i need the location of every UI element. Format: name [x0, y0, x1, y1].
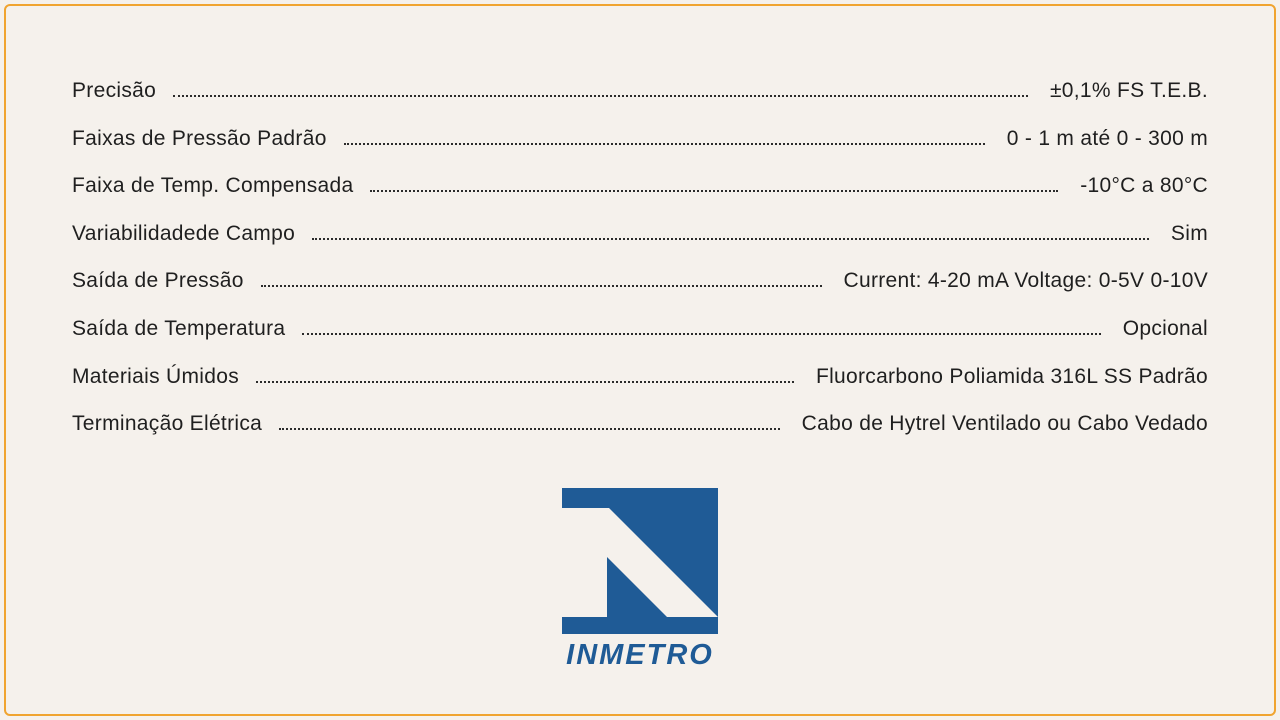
- dotted-leader: [173, 95, 1028, 97]
- spec-label: Precisão: [72, 79, 157, 102]
- spec-label: Terminação Elétrica: [72, 412, 263, 436]
- inmetro-n-mark-icon: [562, 488, 718, 634]
- inmetro-logo-text: INMETRO: [566, 638, 714, 671]
- spec-value: Sim: [1170, 221, 1208, 245]
- dotted-leader: [261, 285, 822, 287]
- spec-row: [72, 400, 1208, 448]
- spec-row: [72, 162, 1208, 210]
- spec-value: Current: 4-20 mA Voltage: 0-5V 0-10V: [843, 269, 1208, 293]
- spec-value: Fluorcarbono Poliamida 316L SS Padrão: [815, 364, 1208, 388]
- spec-label: Variabilidadede Campo: [72, 221, 296, 245]
- spec-row: [72, 67, 1208, 115]
- dotted-leader: [312, 238, 1149, 240]
- spec-value: Cabo de Hytrel Ventilado ou Cabo Vedado: [801, 412, 1208, 436]
- spec-list: [0, 67, 1280, 448]
- dotted-leader: [344, 143, 985, 145]
- spec-row: [72, 257, 1208, 305]
- spec-value: 0 - 1 m até 0 - 300 m: [1006, 126, 1208, 150]
- spec-value: ±0,1% FS T.E.B.: [1049, 79, 1208, 102]
- spec-value: Opcional: [1122, 316, 1208, 340]
- spec-row: [72, 210, 1208, 258]
- inmetro-logo: [0, 488, 1280, 670]
- dotted-leader: [370, 190, 1058, 192]
- spec-label: Saída de Temperatura: [72, 316, 286, 340]
- spec-label: Materiais Úmidos: [72, 364, 240, 388]
- spec-row: [72, 115, 1208, 163]
- dotted-leader: [256, 381, 794, 383]
- spec-label: Faixa de Temp. Compensada: [72, 174, 354, 198]
- spec-value: -10°C a 80°C: [1080, 174, 1208, 198]
- spec-row: [72, 305, 1208, 353]
- spec-label: Faixas de Pressão Padrão: [72, 126, 327, 150]
- spec-row: [72, 353, 1208, 401]
- spec-label: Saída de Pressão: [72, 269, 244, 293]
- dotted-leader: [302, 333, 1100, 335]
- dotted-leader: [279, 428, 780, 430]
